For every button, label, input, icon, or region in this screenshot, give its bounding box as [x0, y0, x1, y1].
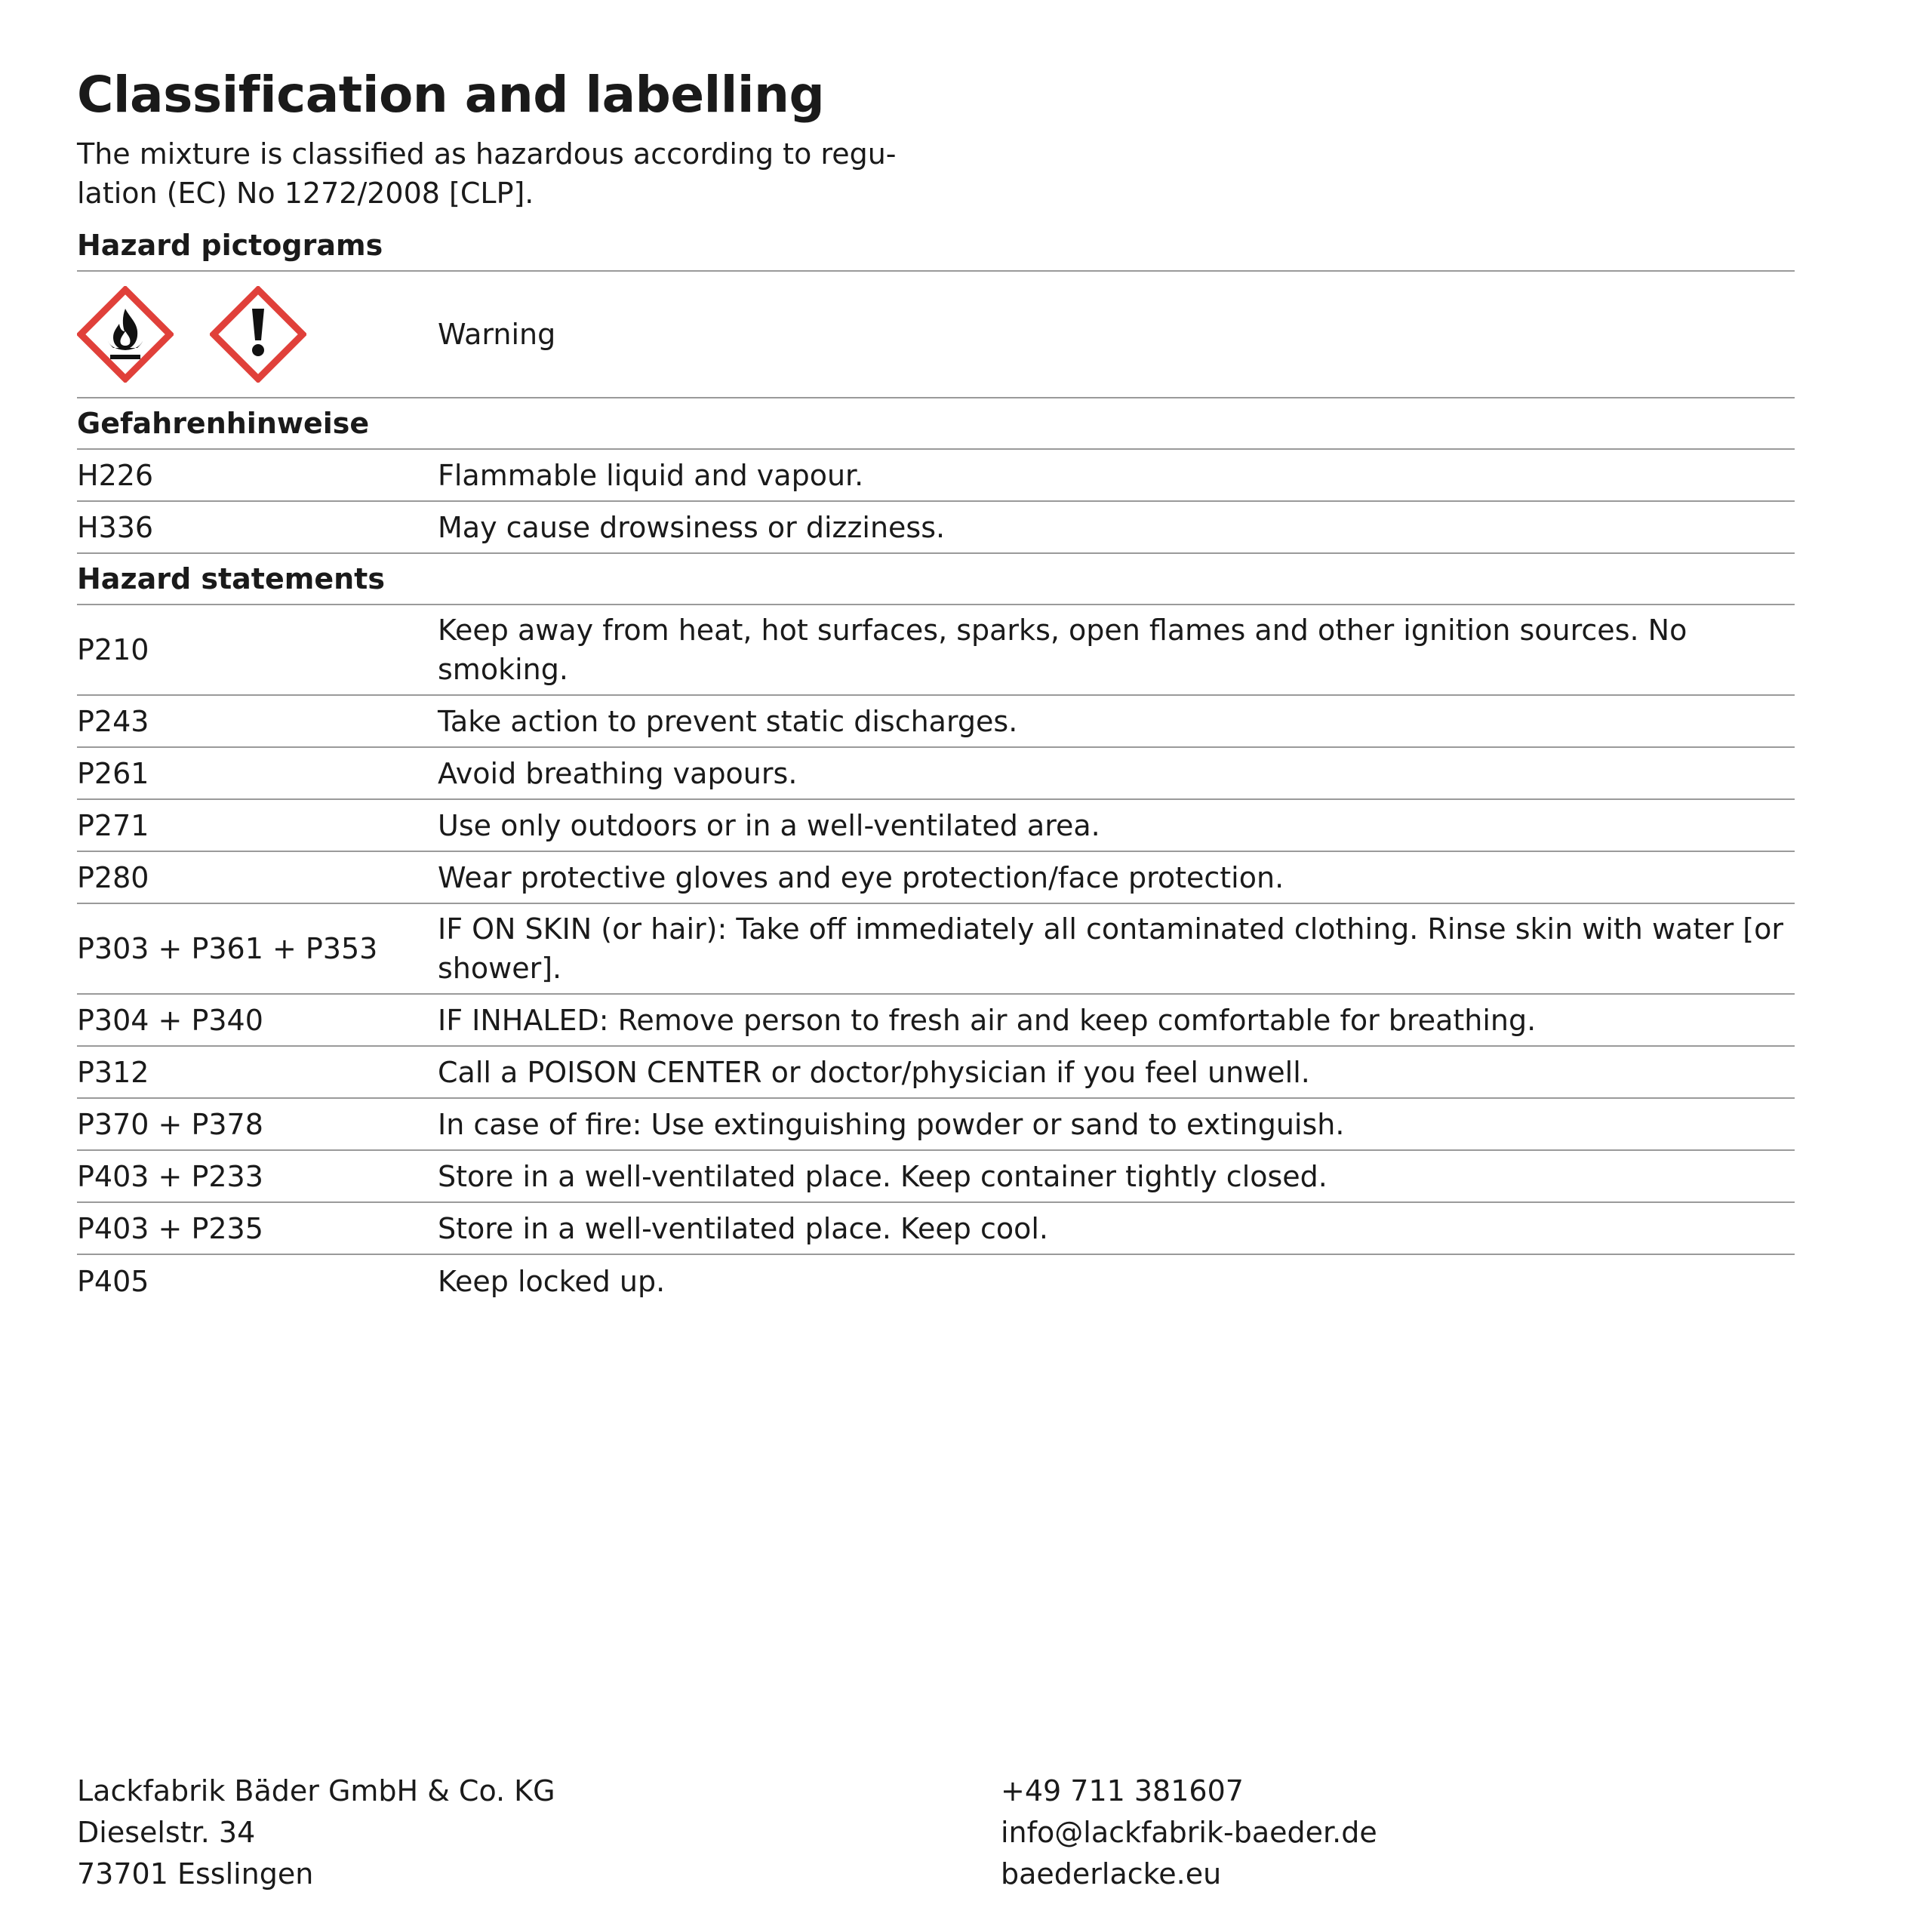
table-row [77, 800, 1795, 852]
statement-text: IF ON SKIN (or hair): Take off immediately all contaminated clothing. Rinse skin with water [or shower]. [438, 912, 1783, 985]
city-address: 73701 Esslingen [77, 1857, 314, 1890]
intro-text: The mixture is classified as hazardous according to regu- lation (EC) No 1272/2008 [CLP]. [77, 137, 897, 210]
statement-text: Call a POISON CENTER or doctor/physician if you feel unwell. [438, 1055, 1310, 1089]
statement-code: P280 [77, 860, 149, 894]
statement-code: P304 + P340 [77, 1003, 263, 1037]
table-row [77, 904, 1795, 995]
footer-address [77, 1770, 907, 1895]
statement-text: Use only outdoors or in a well-ventilated area. [438, 808, 1100, 842]
classification-intro [77, 134, 1013, 213]
statement-text: Wear protective gloves and eye protection/face protection. [438, 860, 1284, 894]
statement-text: May cause drowsiness or dizziness. [438, 510, 946, 544]
statement-code: P303 + P361 + P353 [77, 932, 378, 965]
statement-code: P405 [77, 1264, 149, 1298]
statement-text: Store in a well-ventilated place. Keep container tightly closed. [438, 1159, 1327, 1193]
phone-number: +49 711 381607 [1001, 1774, 1244, 1807]
statement-code: P243 [77, 704, 149, 738]
statement-text: Take action to prevent static discharges. [438, 704, 1018, 738]
table-row [77, 1255, 1795, 1307]
exclamation-mark-icon [210, 286, 306, 383]
statement-text: Keep away from heat, hot surfaces, sparks, open flames and other ignition sources. No smoking. [438, 614, 1687, 686]
table-row [77, 995, 1795, 1047]
statement-code: P271 [77, 808, 149, 842]
table-row [77, 605, 1795, 696]
company-name: Lackfabrik Bäder GmbH & Co. KG [77, 1774, 555, 1807]
statement-code: P403 + P235 [77, 1211, 263, 1245]
footer-contact [1001, 1770, 1755, 1895]
statement-code: P370 + P378 [77, 1107, 263, 1141]
street-address: Dieselstr. 34 [77, 1816, 256, 1849]
statement-text: IF INHALED: Remove person to fresh air and keep comfortable for breathing. [438, 1003, 1537, 1037]
table-row [77, 502, 1795, 554]
signal-word: Warning [438, 318, 556, 351]
table-row [77, 696, 1795, 748]
statement-code: P261 [77, 756, 149, 790]
table-row [77, 1151, 1795, 1203]
table-row [77, 1099, 1795, 1151]
gefahrenhinweise-heading: Gefahrenhinweise [77, 398, 1795, 450]
statement-code: P210 [77, 633, 149, 666]
statement-text: Store in a well-ventilated place. Keep cool. [438, 1211, 1049, 1245]
pictogram-group [77, 286, 438, 383]
flame-icon [77, 286, 174, 383]
statement-code: P312 [77, 1055, 149, 1089]
email-address: info@lackfabrik-baeder.de [1001, 1816, 1377, 1849]
table-row [77, 1203, 1795, 1255]
statement-code: H226 [77, 458, 154, 492]
website-link: baederlacke.eu [1001, 1857, 1222, 1890]
statement-text: Keep locked up. [438, 1264, 666, 1298]
hazard-table [77, 220, 1795, 1307]
statement-code: P403 + P233 [77, 1159, 263, 1193]
statement-text: In case of fire: Use extinguishing powder or sand to extinguish. [438, 1107, 1345, 1141]
pictogram-row [77, 272, 1795, 398]
table-row [77, 450, 1795, 502]
hazard-statements-heading: Hazard statements [77, 554, 1795, 605]
statement-code: H336 [77, 510, 154, 544]
statement-text: Flammable liquid and vapour. [438, 458, 864, 492]
table-row [77, 852, 1795, 904]
table-row [77, 748, 1795, 800]
statement-text: Avoid breathing vapours. [438, 756, 798, 790]
page-title: Classification and labelling [77, 66, 825, 124]
table-row [77, 1047, 1795, 1099]
pictograms-heading: Hazard pictograms [77, 220, 1795, 272]
